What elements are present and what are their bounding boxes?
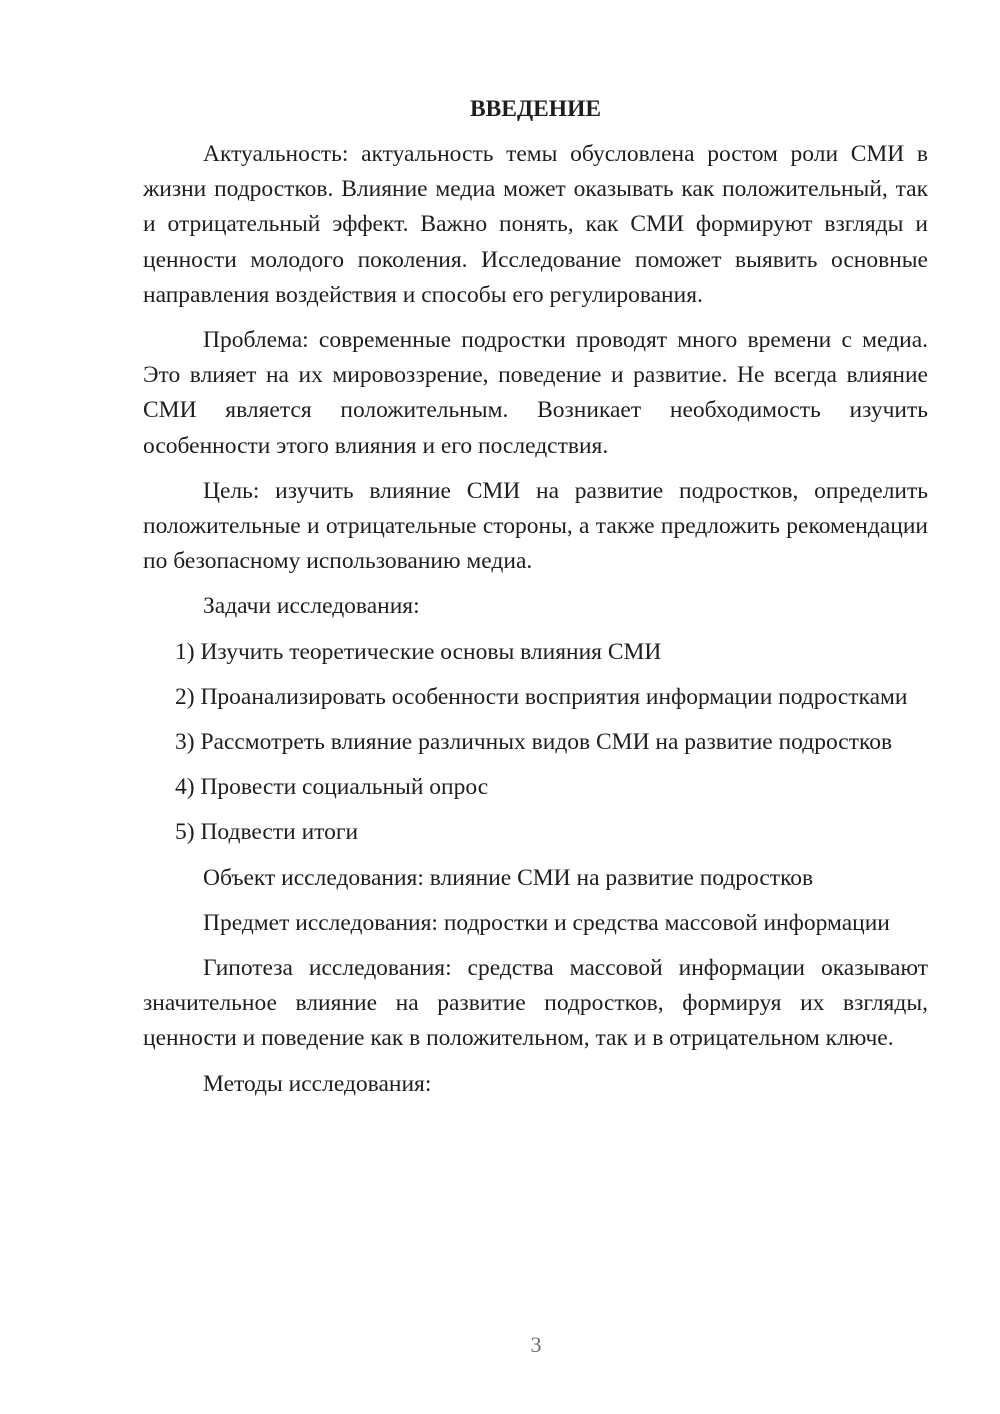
page-number: 3 xyxy=(530,1332,542,1357)
tasks-heading: Задачи исследования: xyxy=(203,593,420,620)
task-item: 4) Провести социальный опрос xyxy=(175,774,489,801)
problem-paragraph: Проблема: современные подростки проводят много времени с медиа. Это влияет на их мировоззрение, поведение и развитие. Не всегда влияние СМИ является положительным. Возникает необходимость изучить особенности этого влияния и его последствия. xyxy=(143,327,928,459)
task-item: 2) Проанализировать особенности восприятия информации подростками xyxy=(175,683,908,710)
subject-paragraph: Предмет исследования: подростки и средства массовой информации xyxy=(203,909,890,936)
hypothesis-paragraph: Гипотеза исследования: средства массовой информации оказывают значительное влияние на развитие подростков, формируя их взгляды, ценности и поведение как в положительном, так и в отрицательном ключе. xyxy=(143,955,928,1052)
task-item: 1) Изучить теоретические основы влияния СМИ xyxy=(175,638,662,665)
methods-paragraph: Методы исследования: xyxy=(203,1070,432,1097)
goal-paragraph: Цель: изучить влияние СМИ на развитие подростков, определить положительные и отрицательные стороны, а также предложить рекомендации по безопасному использованию медиа. xyxy=(143,477,928,575)
task-item: 5) Подвести итоги xyxy=(175,819,359,846)
relevance-paragraph: Актуальность: актуальность темы обусловлена ростом роли СМИ в жизни подростков. Влияние медиа может оказывать как положительный, так и отрицательный эффект. Важно понять, как СМИ формируют взгляды и ценности молодого поколения. Исследование поможет выявить основные направления воздействия и способы его регулирования. xyxy=(143,141,928,308)
section-title: ВВЕДЕНИЕ xyxy=(469,96,602,122)
task-item: 3) Рассмотреть влияние различных видов СМИ на развитие подростков xyxy=(175,729,893,756)
object-paragraph: Объект исследования: влияние СМИ на развитие подростков xyxy=(203,864,814,891)
page-content xyxy=(143,92,928,1112)
